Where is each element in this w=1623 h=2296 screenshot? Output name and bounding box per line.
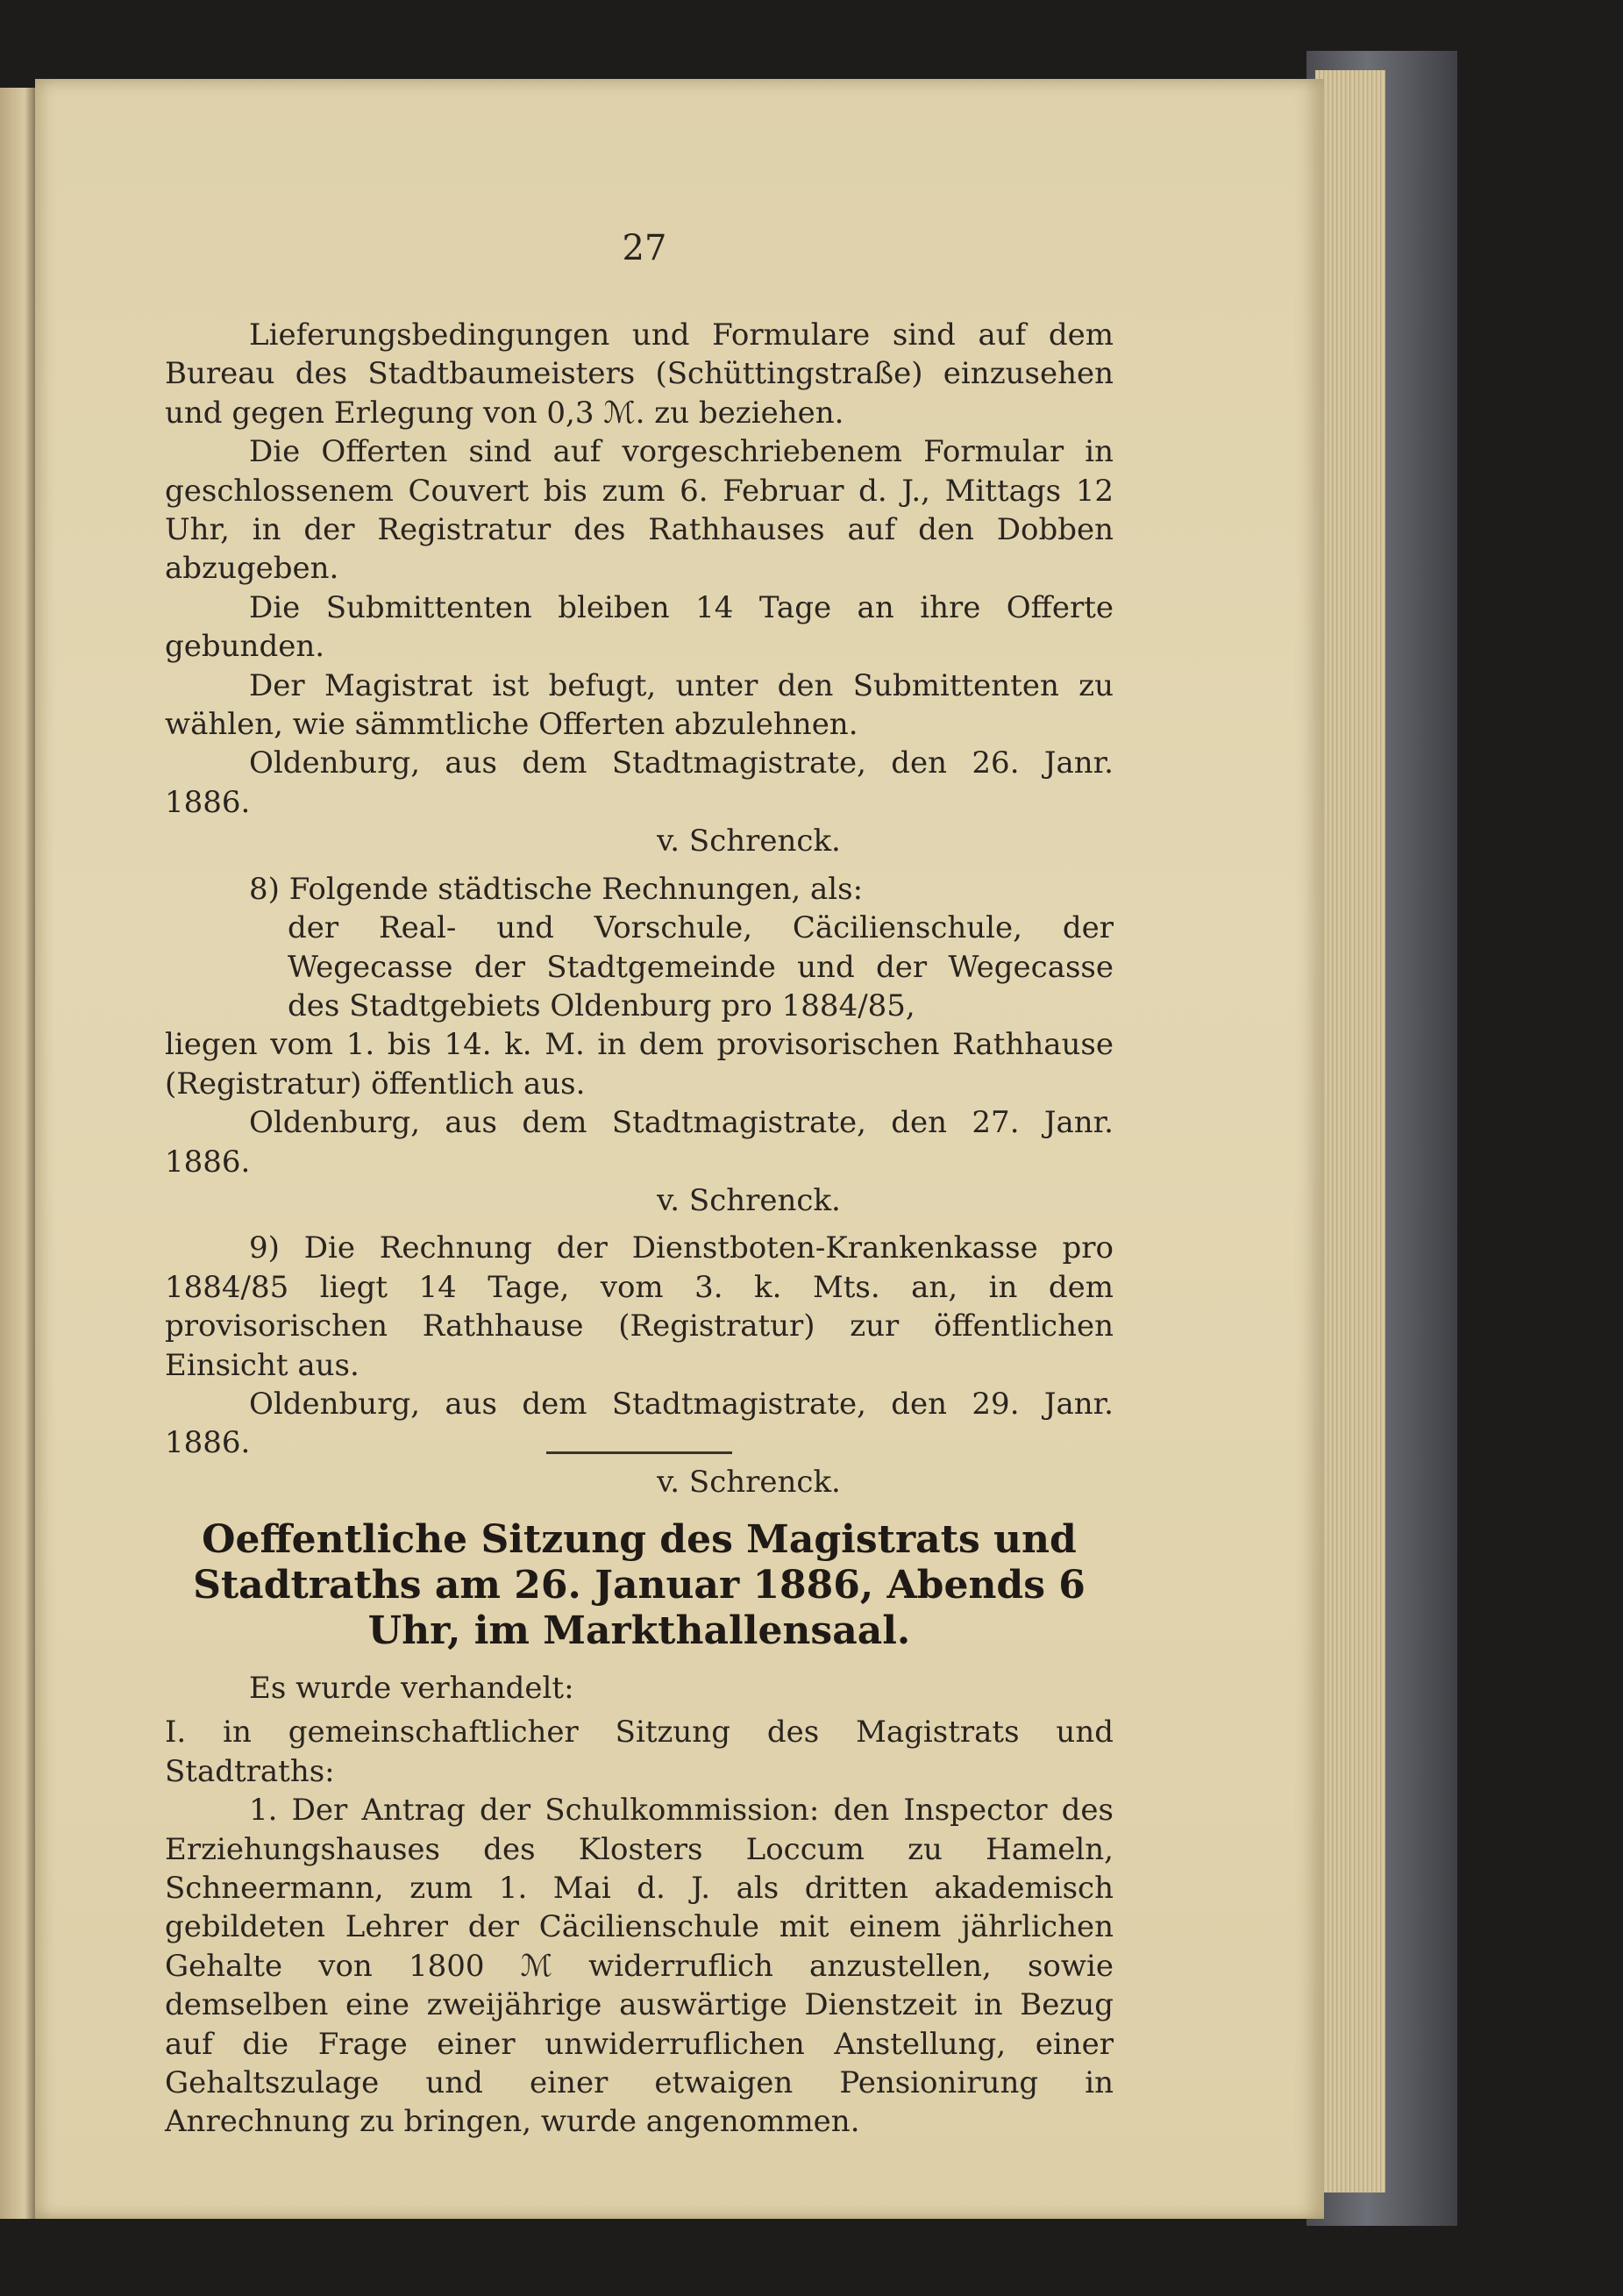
item-9-body: 9) Die Rechnung der Dienstboten-Krankenkasse pro 1884/85 liegt 14 Tage, vom 3. k. Mts. an, in dem provisorischen Rathhause (Registratur) zur öffentlichen Einsicht aus. <box>165 1230 1114 1383</box>
item-8-body: liegen vom 1. bis 14. k. M. in dem provisorischen Rathhause (Registratur) öffentlich aus. <box>165 1027 1114 1102</box>
left-page-edge <box>0 88 35 2219</box>
page-number: 27 <box>622 228 667 268</box>
paragraph-magistrate: Der Magistrat ist befugt, unter den Submittenten zu wählen, wie sämmtliche Offerten abzulehnen. <box>165 667 1114 743</box>
section-divider <box>546 1451 732 1454</box>
item-8-intro: 8) Folgende städtische Rechnungen, als: <box>249 871 864 907</box>
signature-1: v. Schrenck. <box>657 824 841 859</box>
page-stack-edge <box>1315 70 1385 2193</box>
item-8-list: der Real- und Vorschule, Cäcilienschule, der Wegecasse der Stadtgemeinde und der Wegecasse des Stadtgebiets Oldenburg pro 1884/85, <box>288 910 1114 1023</box>
proceedings-intro: Es wurde verhandelt: <box>249 1671 574 1706</box>
signature-3: v. Schrenck. <box>657 1464 841 1500</box>
paragraph-delivery-conditions: Lieferungsbedingungen und Formulare sind auf dem Bureau des Stadtbaumeisters (Schüttingstraße) einzusehen und gegen Erlegung von 0,3 ℳ. zu beziehen. <box>165 317 1114 431</box>
dateline-1: Oldenburg, aus dem Stadtmagistrate, den 26. Janr. 1886. <box>165 745 1114 820</box>
section-1 <box>165 316 1114 1501</box>
dateline-3: Oldenburg, aus dem Stadtmagistrate, den 29. Janr. 1886. <box>165 1386 1114 1461</box>
joint-session-subheading: I. in gemeinschaftlicher Sitzung des Magistrats und Stadtraths: <box>165 1715 1114 1789</box>
signature-2: v. Schrenck. <box>657 1182 841 1218</box>
motion-1: 1. Der Antrag der Schulkommission: den Inspector des Erziehungshauses des Klosters Loccum zu Hameln, Schneermann, zum 1. Mai d. J. als dritten akademisch gebildeten Lehrer der Cäcilienschule mit einem jährlichen Gehalte von 1800 ℳ widerruflich anzustellen, sowie demselben eine zweijährige auswärtige Dienstzeit in Bezug auf die Frage einer unwiderruflichen Anstellung, einer Gehaltszulage und einer etwaigen Pensionirung in Anrechnung zu bringen, wurde angenommen. <box>165 1793 1114 2140</box>
paragraph-submitters: Die Submittenten bleiben 14 Tage an ihre Offerte gebunden. <box>165 589 1114 665</box>
session-heading: Oeffentliche Sitzung des Magistrats und Stadtraths am 26. Januar 1886, Abends 6 Uhr, im Markthallensaal. <box>193 1517 1086 1653</box>
section-2 <box>165 1669 1114 2142</box>
book-page <box>35 79 1324 2219</box>
paragraph-offers: Die Offerten sind auf vorgeschriebenem Formular in geschlossenem Couvert bis zum 6. Februar d. J., Mittags 12 Uhr, in der Registratur des Rathhauses auf den Dobben abzugeben. <box>165 434 1114 587</box>
dateline-2: Oldenburg, aus dem Stadtmagistrate, den 27. Janr. 1886. <box>165 1105 1114 1180</box>
